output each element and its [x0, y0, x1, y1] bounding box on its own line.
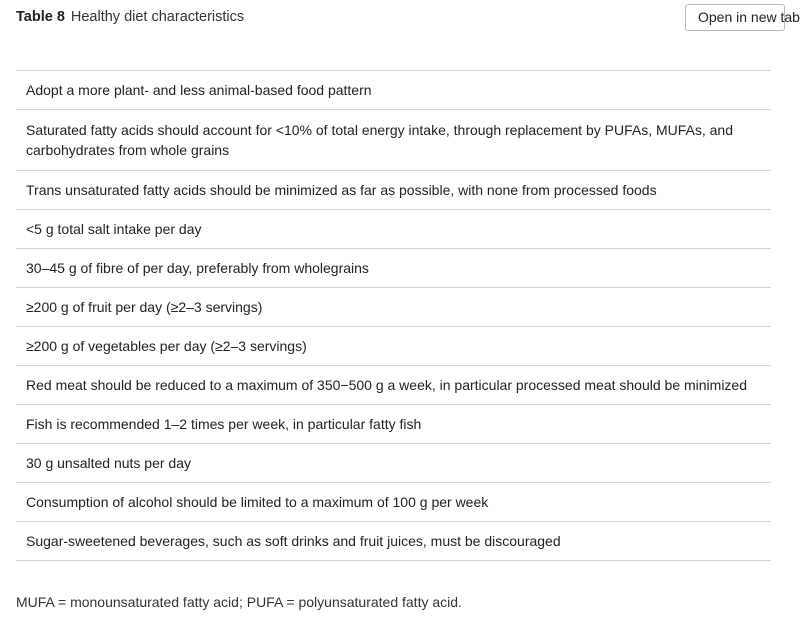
diet-table-container — [16, 70, 771, 561]
table-row — [16, 405, 771, 444]
table-cell: 30 g unsalted nuts per day — [16, 444, 771, 483]
table-cell: ≥200 g of fruit per day (≥2–3 servings) — [16, 288, 771, 327]
table-cell: 30–45 g of fibre of per day, preferably from wholegrains — [16, 249, 771, 288]
table-cell: Adopt a more plant- and less animal-based food pattern — [16, 71, 771, 110]
table-row — [16, 288, 771, 327]
table-row — [16, 249, 771, 288]
open-in-new-tab-button[interactable]: Open in new tab — [685, 4, 785, 31]
table-row — [16, 444, 771, 483]
table-title: Healthy diet characteristics — [70, 9, 245, 25]
table-cell: Sugar-sweetened beverages, such as soft drinks and fruit juices, must be discouraged — [16, 522, 771, 561]
table-row — [16, 210, 771, 249]
table-footnote: MUFA = monounsaturated fatty acid; PUFA = polyunsaturated fatty acid. — [16, 594, 462, 610]
table-cell: Fish is recommended 1–2 times per week, in particular fatty fish — [16, 405, 771, 444]
table-cell: Consumption of alcohol should be limited to a maximum of 100 g per week — [16, 483, 771, 522]
table-cell: Red meat should be reduced to a maximum of 350−500 g a week, in particular processed meat should be minimized — [16, 366, 771, 405]
table-row — [16, 483, 771, 522]
diet-table — [16, 71, 771, 561]
table-cell: <5 g total salt intake per day — [16, 210, 771, 249]
table-cell: Saturated fatty acids should account for <10% of total energy intake, through replacement by PUFAs, MUFAs, and carbohydrates from whole grains — [16, 110, 771, 171]
table-cell: Trans unsaturated fatty acids should be minimized as far as possible, with none from processed foods — [16, 171, 771, 210]
table-row — [16, 327, 771, 366]
table-caption — [16, 7, 244, 27]
table-row — [16, 171, 771, 210]
table-number: Table 8 — [16, 9, 65, 25]
table-row — [16, 110, 771, 171]
table-row — [16, 366, 771, 405]
table-cell: ≥200 g of vegetables per day (≥2–3 servings) — [16, 327, 771, 366]
table-row — [16, 71, 771, 110]
table-row — [16, 522, 771, 561]
